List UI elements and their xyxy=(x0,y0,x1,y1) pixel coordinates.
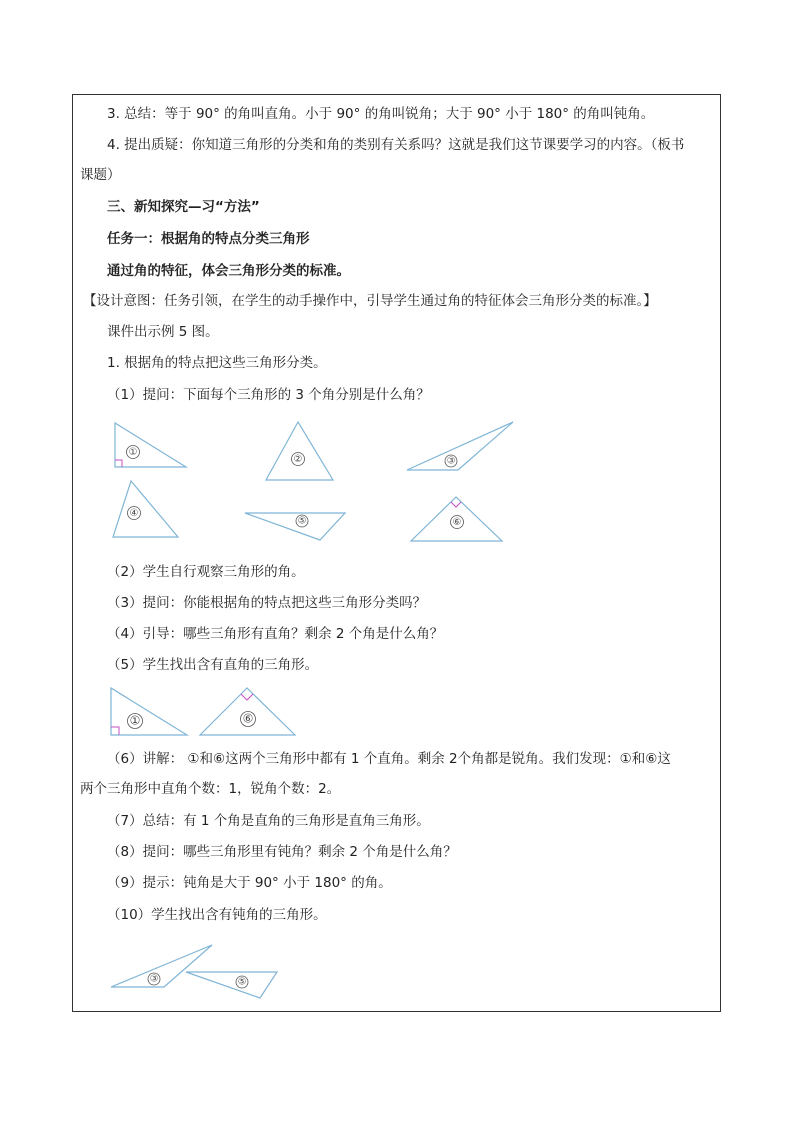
triangle-3-repeat xyxy=(111,945,212,987)
step-1-3: （3）提问：你能根据角的特点把这些三角形分类吗？ xyxy=(107,595,427,611)
question-line-cont: 课题） xyxy=(80,167,121,183)
step-1-1: （1）提问：下面每个三角形的 3 个角分别是什么角？ xyxy=(107,387,430,403)
triangle-label-6: ⑥ xyxy=(452,517,462,528)
task-heading: 任务一：根据角的特点分类三角形 xyxy=(107,231,310,247)
triangle-label-3-repeat: ③ xyxy=(149,973,159,985)
step-1-5: （5）学生找出含有直角的三角形。 xyxy=(107,657,319,673)
question-line: 4. 提出质疑：你知道三角形的分类和角的类别有关系吗？这就是我们这节课要学习的内容。（板书 xyxy=(107,137,685,153)
triangle-label-1: ① xyxy=(128,447,138,458)
task-goal: 通过角的特征，体会三角形分类的标准。 xyxy=(107,263,350,279)
summary-angles: 3. 总结：等于 90° 的角叫直角。小于 90° 的角叫锐角；大于 90° 小于 180° 的角叫钝角。 xyxy=(107,106,655,122)
step-1-8: （8）提问：哪些三角形里有钝角？剩余 2 个角是什么角？ xyxy=(107,844,457,860)
triangle-6-repeat xyxy=(200,688,295,735)
triangle-1 xyxy=(115,423,186,467)
triangle-label-1-repeat: ① xyxy=(129,713,141,728)
step-1-6: （6）讲解： ①和⑥这两个三角形中都有 1 个直角。剩余 2个角都是锐角。我们发现：①和⑥这 xyxy=(107,751,671,767)
step-1-10: （10）学生找出含有钝角的三角形。 xyxy=(107,907,327,923)
triangle-label-2: ② xyxy=(293,454,303,465)
triangle-2 xyxy=(266,422,333,480)
design-intent: 【设计意图：任务引领，在学生的动手操作中，引导学生通过角的特征体会三角形分类的标准。】 xyxy=(83,293,657,309)
step-1-9: （9）提示：钝角是大于 90° 小于 180° 的角。 xyxy=(107,875,392,891)
section-heading: 三、新知探究—习“方法” xyxy=(107,199,260,215)
triangle-1-repeat xyxy=(111,688,187,735)
triangle-label-6-repeat: ⑥ xyxy=(242,711,254,726)
triangle-4 xyxy=(113,481,178,537)
triangle-6 xyxy=(411,497,502,541)
step-1-2: （2）学生自行观察三角形的角。 xyxy=(107,564,305,580)
step-1: 1. 根据角的特点把这些三角形分类。 xyxy=(107,355,327,371)
triangle-5 xyxy=(245,513,345,540)
step-1-4: （4）引导：哪些三角形有直角？剩余 2 个角是什么角？ xyxy=(107,626,444,642)
triangle-5-repeat xyxy=(186,972,277,998)
courseware-note: 课件出示例 5 图。 xyxy=(107,324,219,340)
triangle-label-4: ④ xyxy=(129,508,139,519)
triangle-label-5: ⑤ xyxy=(297,515,307,527)
triangle-3 xyxy=(407,422,513,470)
step-1-7: （7）总结：有 1 个角是直角的三角形是直角三角形。 xyxy=(107,813,430,829)
triangle-label-5-repeat: ⑤ xyxy=(237,976,247,988)
triangle-label-3: ③ xyxy=(446,455,456,467)
step-1-6-cont: 两个三角形中直角个数：1，锐角个数：2。 xyxy=(80,781,341,797)
